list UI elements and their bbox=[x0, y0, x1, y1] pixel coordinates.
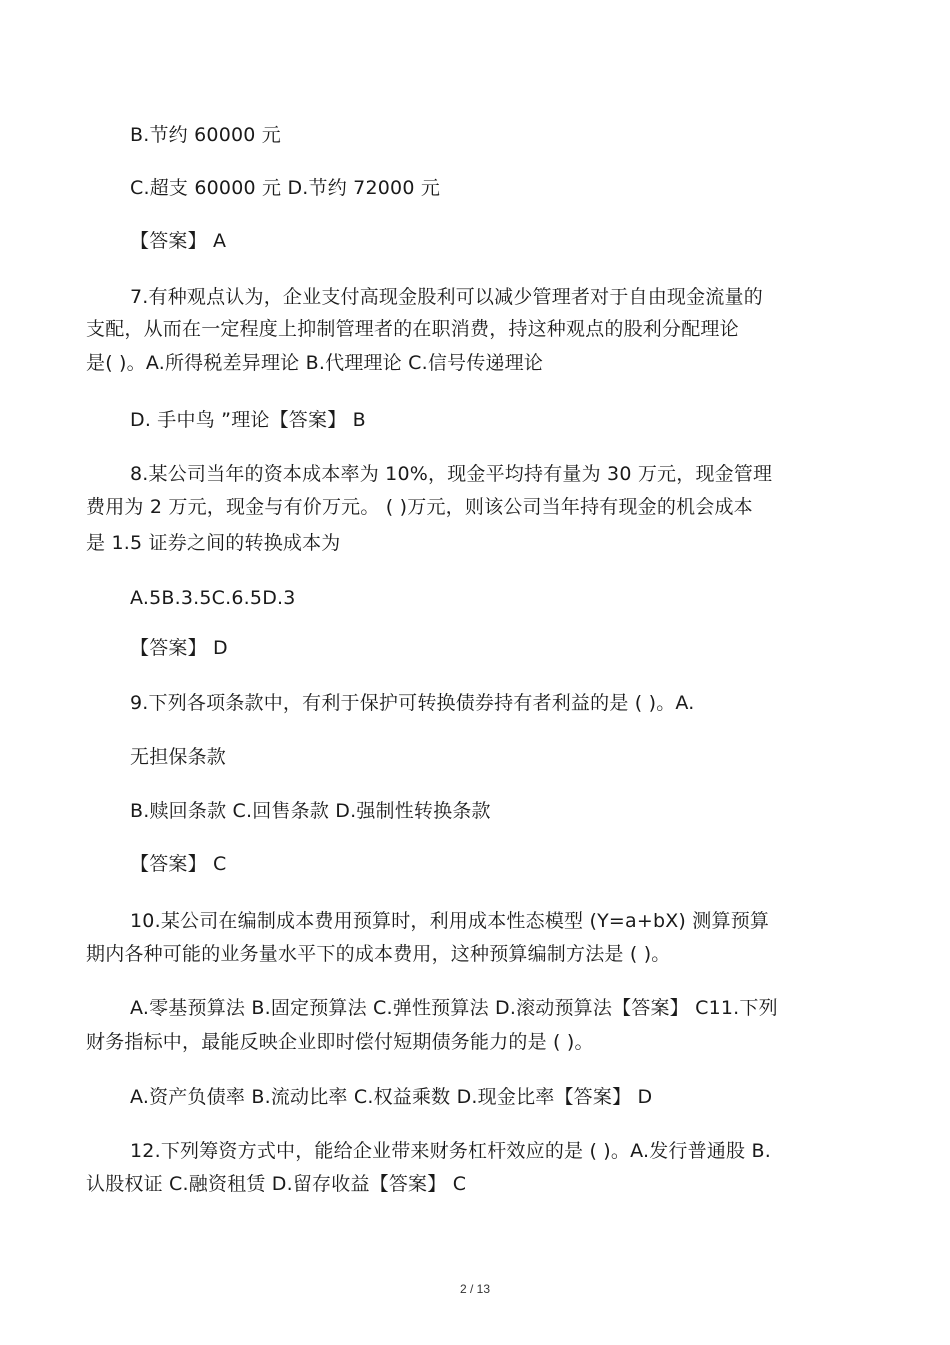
text-line: 无担保条款 bbox=[130, 746, 227, 768]
answer-line: 【答案】 D bbox=[130, 637, 228, 659]
answer-line: 【答案】 A bbox=[130, 230, 227, 252]
page-indicator: 2 / 13 bbox=[459, 1282, 491, 1296]
answer-line: D. 手中鸟 ”理论【答案】 B bbox=[130, 409, 366, 431]
text-line: 费用为 2 万元，现金与有价万元。 ( )万元，则该公司当年持有现金的机会成本 bbox=[86, 496, 753, 518]
text-line: B.节约 60000 元 bbox=[130, 124, 281, 146]
text-line: 支配，从而在一定程度上抑制管理者的在职消费，持这种观点的股利分配理论 bbox=[86, 318, 739, 340]
question-8: 8.某公司当年的资本成本率为 10%，现金平均持有量为 30 万元，现金管理 bbox=[130, 463, 773, 485]
question-7: 7.有种观点认为，企业支付高现金股利可以减少管理者对于自由现金流量的 bbox=[130, 286, 763, 308]
text-line: 认股权证 C.融资租赁 D.留存收益【答案】 C bbox=[86, 1173, 467, 1195]
question-10: 10.某公司在编制成本费用预算时，利用成本性态模型 (Y=a+bX) 测算预算 bbox=[130, 910, 770, 932]
text-line: C.超支 60000 元 D.节约 72000 元 bbox=[130, 177, 441, 199]
text-line: 是 1.5 证券之间的转换成本为 bbox=[86, 532, 341, 554]
question-9: 9.下列各项条款中，有利于保护可转换债券持有者利益的是 ( )。A. bbox=[130, 692, 695, 714]
text-line: A.5B.3.5C.6.5D.3 bbox=[130, 587, 296, 609]
text-line: A.零基预算法 B.固定预算法 C.弹性预算法 D.滚动预算法【答案】 C11.下列 bbox=[130, 997, 778, 1019]
text-line: 期内各种可能的业务量水平下的成本费用，这种预算编制方法是 ( )。 bbox=[86, 943, 671, 965]
text-line: A.资产负债率 B.流动比率 C.权益乘数 D.现金比率【答案】 D bbox=[130, 1086, 653, 1108]
answer-line: 【答案】 C bbox=[130, 853, 227, 875]
text-line: 财务指标中，最能反映企业即时偿付短期债务能力的是 ( )。 bbox=[86, 1031, 594, 1053]
question-12: 12.下列筹资方式中，能给企业带来财务杠杆效应的是 ( )。A.发行普通股 B. bbox=[130, 1140, 771, 1162]
text-line: 是( )。A.所得税差异理论 B.代理理论 C.信号传递理论 bbox=[86, 352, 544, 374]
text-line: B.赎回条款 C.回售条款 D.强制性转换条款 bbox=[130, 800, 491, 822]
